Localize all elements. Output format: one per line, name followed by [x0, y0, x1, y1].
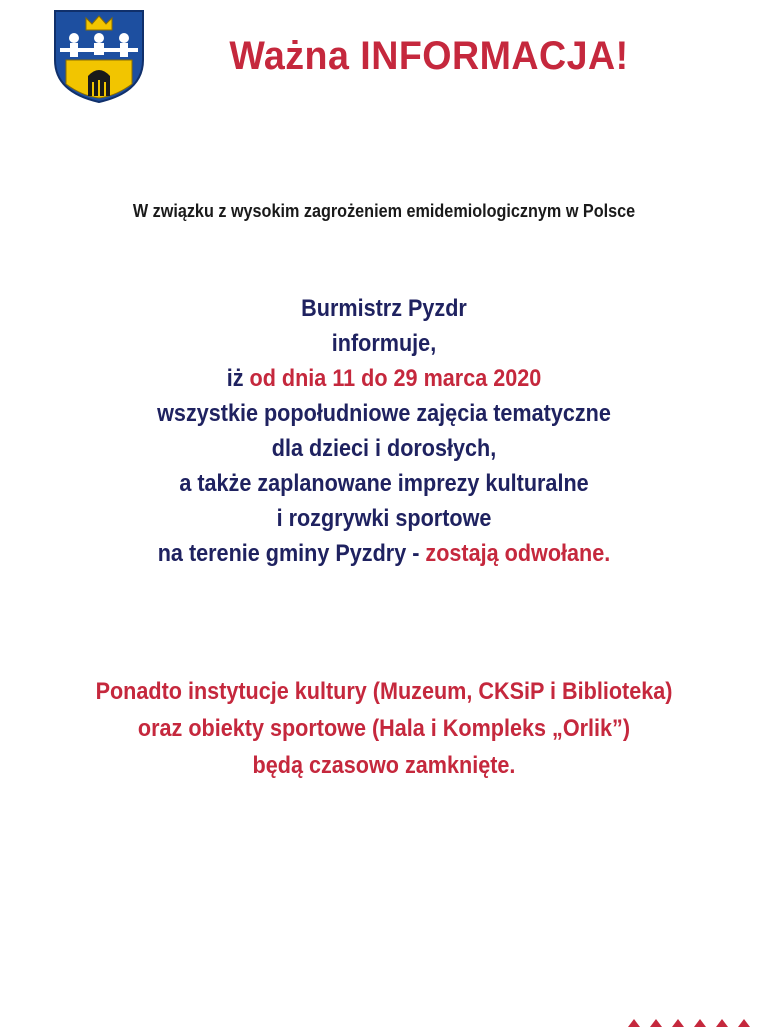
notice-line-6: a także zaplanowane imprezy kulturalne: [179, 470, 589, 497]
notice-line-3: [38, 361, 729, 396]
intro-text: W związku z wysokim zagrożeniem emidemiologicznym w Polsce: [132, 201, 636, 221]
notice-line-2: informuje,: [331, 330, 437, 357]
closure-line-2: oraz obiekty sportowe (Hala i Kompleks „Orlik”): [137, 715, 631, 742]
page-title: Ważna INFORMACJA!: [229, 34, 629, 78]
closure-line-3: będą czasowo zamknięte.: [252, 752, 516, 779]
notice-cancelled: zostają odwołane.: [425, 540, 611, 567]
notice-line-8: [38, 536, 729, 571]
decorative-border: [628, 1014, 758, 1024]
coat-of-arms-icon: [52, 8, 146, 104]
notice-line-1: Burmistrz Pyzdr: [301, 295, 467, 322]
notice-block: [38, 291, 729, 571]
notice-line-3-prefix: iż: [226, 365, 244, 392]
notice-line-8-prefix: na terenie gminy Pyzdry -: [157, 540, 420, 567]
closure-line-1: Ponadto instytucje kultury (Muzeum, CKSiP i Biblioteka): [95, 678, 673, 705]
notice-line-7: i rozgrywki sportowe: [276, 505, 492, 532]
notice-dates: od dnia 11 do 29 marca 2020: [249, 365, 542, 392]
closure-block: [38, 673, 729, 784]
notice-line-5: dla dzieci i dorosłych,: [271, 435, 497, 462]
notice-line-4: wszystkie popołudniowe zajęcia tematyczne: [157, 400, 611, 427]
